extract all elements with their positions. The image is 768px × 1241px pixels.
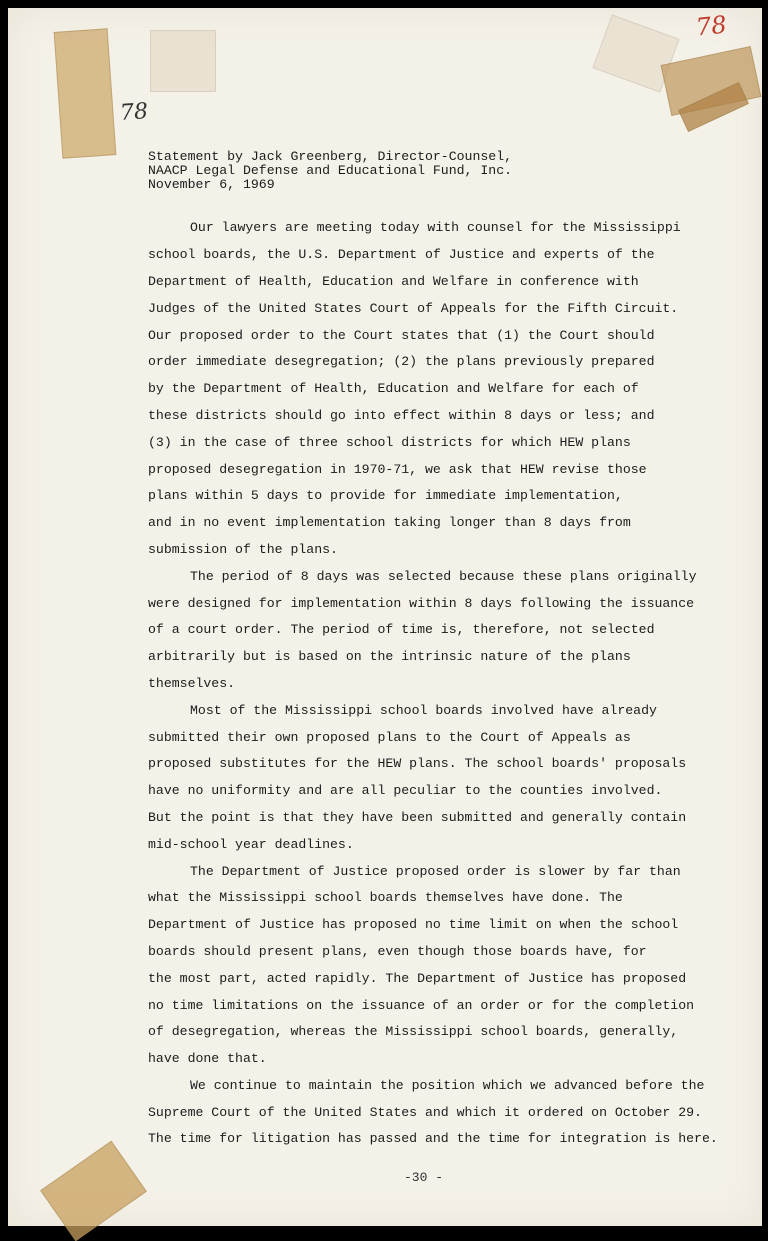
paragraph-line: themselves.: [148, 675, 236, 691]
paragraph-line: Our lawyers are meeting today with counsel for the Mississippi: [190, 220, 681, 236]
handwritten-page-mark-red: 78: [694, 10, 728, 42]
heading-line-2: NAACP Legal Defense and Educational Fund, Inc.: [148, 162, 513, 178]
paragraph-line: submission of the plans.: [148, 541, 338, 557]
paragraph-line: and in no event implementation taking longer than 8 days from: [148, 515, 631, 531]
paragraph-line: of desegregation, whereas the Mississippi school boards, generally,: [148, 1024, 679, 1040]
paragraph-line: Department of Health, Education and Welfare in conference with: [148, 273, 639, 289]
paragraph-line: school boards, the U.S. Department of Justice and experts of the: [148, 247, 655, 263]
paragraph-line: (3) in the case of three school districts for which HEW plans: [148, 434, 631, 450]
paragraph-line: Supreme Court of the United States and which it ordered on October 29.: [148, 1104, 702, 1120]
paragraph: [148, 698, 748, 859]
paragraph-line: The period of 8 days was selected because these plans originally: [190, 568, 697, 584]
paragraph-line: order immediate desegregation; (2) the plans previously prepared: [148, 354, 655, 370]
tape-residue-top-left: [150, 30, 216, 92]
paragraph-line: have done that.: [148, 1051, 267, 1067]
paragraph-line: Most of the Mississippi school boards involved have already: [190, 702, 657, 718]
document-text: [148, 150, 748, 1153]
paragraph: [148, 859, 748, 1073]
paragraph-line: plans within 5 days to provide for immediate implementation,: [148, 488, 623, 504]
paragraph-line: Judges of the United States Court of Appeals for the Fifth Circuit.: [148, 300, 679, 316]
paragraph: [148, 564, 748, 698]
paragraph-line: boards should present plans, even though those boards have, for: [148, 943, 647, 959]
paragraph-line: Our proposed order to the Court states that (1) the Court should: [148, 327, 655, 343]
heading-line-3: November 6, 1969: [148, 176, 275, 192]
paragraph-line: by the Department of Health, Education and Welfare for each of: [148, 381, 639, 397]
statement-heading: [148, 150, 748, 191]
statement-body: [148, 215, 748, 1153]
paragraph-line: what the Mississippi school boards themselves have done. The: [148, 890, 623, 906]
paragraph-line: arbitrarily but is based on the intrinsic nature of the plans: [148, 649, 631, 665]
paragraph-line: The Department of Justice proposed order is slower by far than: [190, 863, 681, 879]
paragraph-line: We continue to maintain the position which we advanced before the: [190, 1077, 705, 1093]
paragraph-line: proposed substitutes for the HEW plans. The school boards' proposals: [148, 756, 687, 772]
paragraph-line: Department of Justice has proposed no time limit on when the school: [148, 917, 679, 933]
paragraph-line: submitted their own proposed plans to the Court of Appeals as: [148, 729, 631, 745]
paragraph-line: these districts should go into effect within 8 days or less; and: [148, 407, 655, 423]
paragraph: [148, 215, 748, 563]
heading-line-1: Statement by Jack Greenberg, Director-Counsel,: [148, 149, 513, 164]
paragraph-line: mid-school year deadlines.: [148, 836, 354, 852]
paragraph-line: The time for litigation has passed and the time for integration is here.: [148, 1131, 718, 1147]
handwritten-page-mark: 78: [119, 99, 149, 126]
paragraph-line: of a court order. The period of time is, therefore, not selected: [148, 622, 655, 638]
paragraph-line: But the point is that they have been submitted and generally contain: [148, 809, 687, 825]
paragraph: [148, 1073, 748, 1153]
page-number: -30 -: [404, 1170, 444, 1185]
paragraph-line: the most part, acted rapidly. The Department of Justice has proposed: [148, 970, 687, 986]
tape-strip-left: [54, 28, 117, 158]
paragraph-line: were designed for implementation within 8 days following the issuance: [148, 595, 695, 611]
paragraph-line: proposed desegregation in 1970-71, we ask that HEW revise those: [148, 461, 647, 477]
paragraph-line: have no uniformity and are all peculiar to the counties involved.: [148, 783, 663, 799]
paragraph-line: no time limitations on the issuance of an order or for the completion: [148, 997, 695, 1013]
